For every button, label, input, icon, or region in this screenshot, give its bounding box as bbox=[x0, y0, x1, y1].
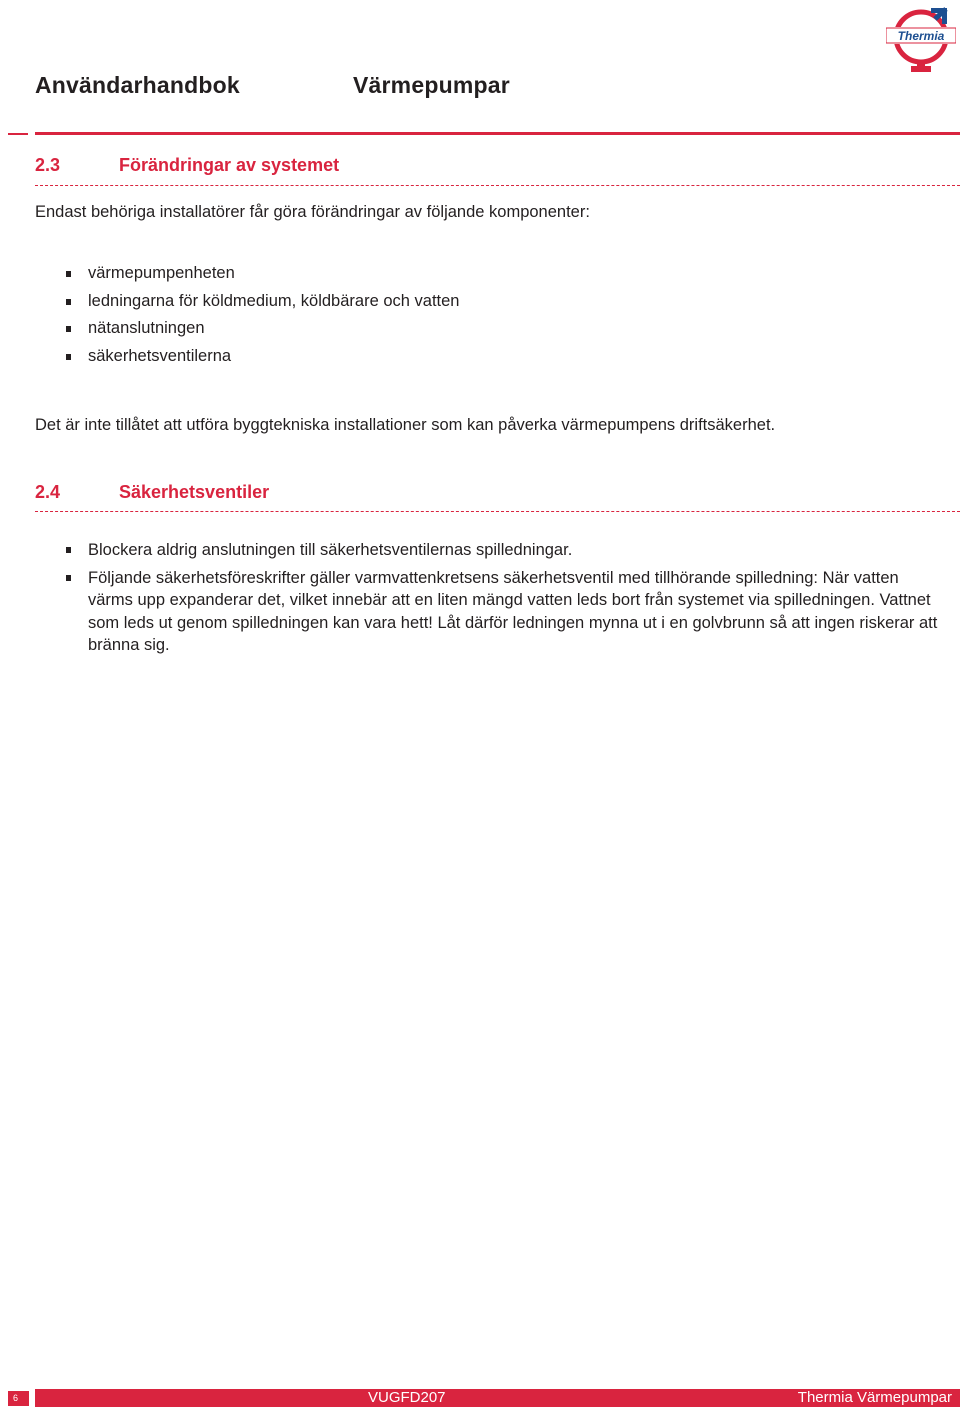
page-number: 6 bbox=[13, 1393, 19, 1403]
section-heading-2-4 bbox=[35, 482, 269, 503]
list-item: ledningarna för köldmedium, köldbärare och vatten bbox=[66, 288, 459, 316]
section-number: 2.4 bbox=[35, 482, 61, 502]
page-marker bbox=[8, 1391, 29, 1406]
section-note: Det är inte tillåtet att utföra byggtekniska installationer som kan påverka värmepumpens driftsäkerhet. bbox=[35, 416, 776, 434]
section-intro: Endast behöriga installatörer får göra förändringar av följande komponenter: bbox=[35, 203, 590, 221]
list-item: värmepumpenheten bbox=[66, 260, 459, 288]
section-number: 2.3 bbox=[35, 155, 61, 175]
bullet-icon bbox=[66, 354, 71, 360]
thermia-logo bbox=[886, 6, 956, 78]
document-title: Användarhandbok bbox=[35, 72, 240, 98]
bullet-icon bbox=[66, 575, 71, 581]
document-code: VUGFD207 bbox=[368, 1389, 446, 1406]
bullet-icon bbox=[66, 326, 71, 332]
bullet-icon bbox=[66, 299, 71, 305]
list-item: Följande säkerhetsföreskrifter gäller varmvattenkretsens säkerhetsventil med tillhörande spilledning: När vatten värms upp expanderar det, vilket innebär att en liten mängd vatten leds bort från systemet via spilledningen. Vattnet som leds ut genom spilledningen kan vara hett! Låt därför ledningen mynna ut i en golvbrunn så att ingen riskerar att bränna sig. bbox=[66, 567, 946, 657]
logo-text: Thermia bbox=[897, 29, 945, 43]
bullet-icon bbox=[66, 271, 71, 277]
bullet-icon bbox=[66, 547, 71, 553]
list-item: säkerhetsventilerna bbox=[66, 343, 459, 371]
list-item: nätanslutningen bbox=[66, 315, 459, 343]
section-heading-2-3 bbox=[35, 155, 339, 176]
header-rule bbox=[0, 132, 960, 136]
safety-list bbox=[66, 539, 946, 662]
section-title: Säkerhetsventiler bbox=[119, 482, 270, 502]
section-divider bbox=[35, 185, 960, 186]
section-title: Förändringar av systemet bbox=[119, 155, 340, 175]
footer-brand: Thermia Värmepumpar bbox=[797, 1389, 952, 1406]
component-list bbox=[66, 260, 459, 371]
document-subtitle: Värmepumpar bbox=[353, 72, 510, 98]
list-item: Blockera aldrig anslutningen till säkerhetsventilernas spilledningar. bbox=[66, 539, 946, 562]
footer bbox=[0, 1389, 960, 1407]
section-divider bbox=[35, 511, 960, 512]
